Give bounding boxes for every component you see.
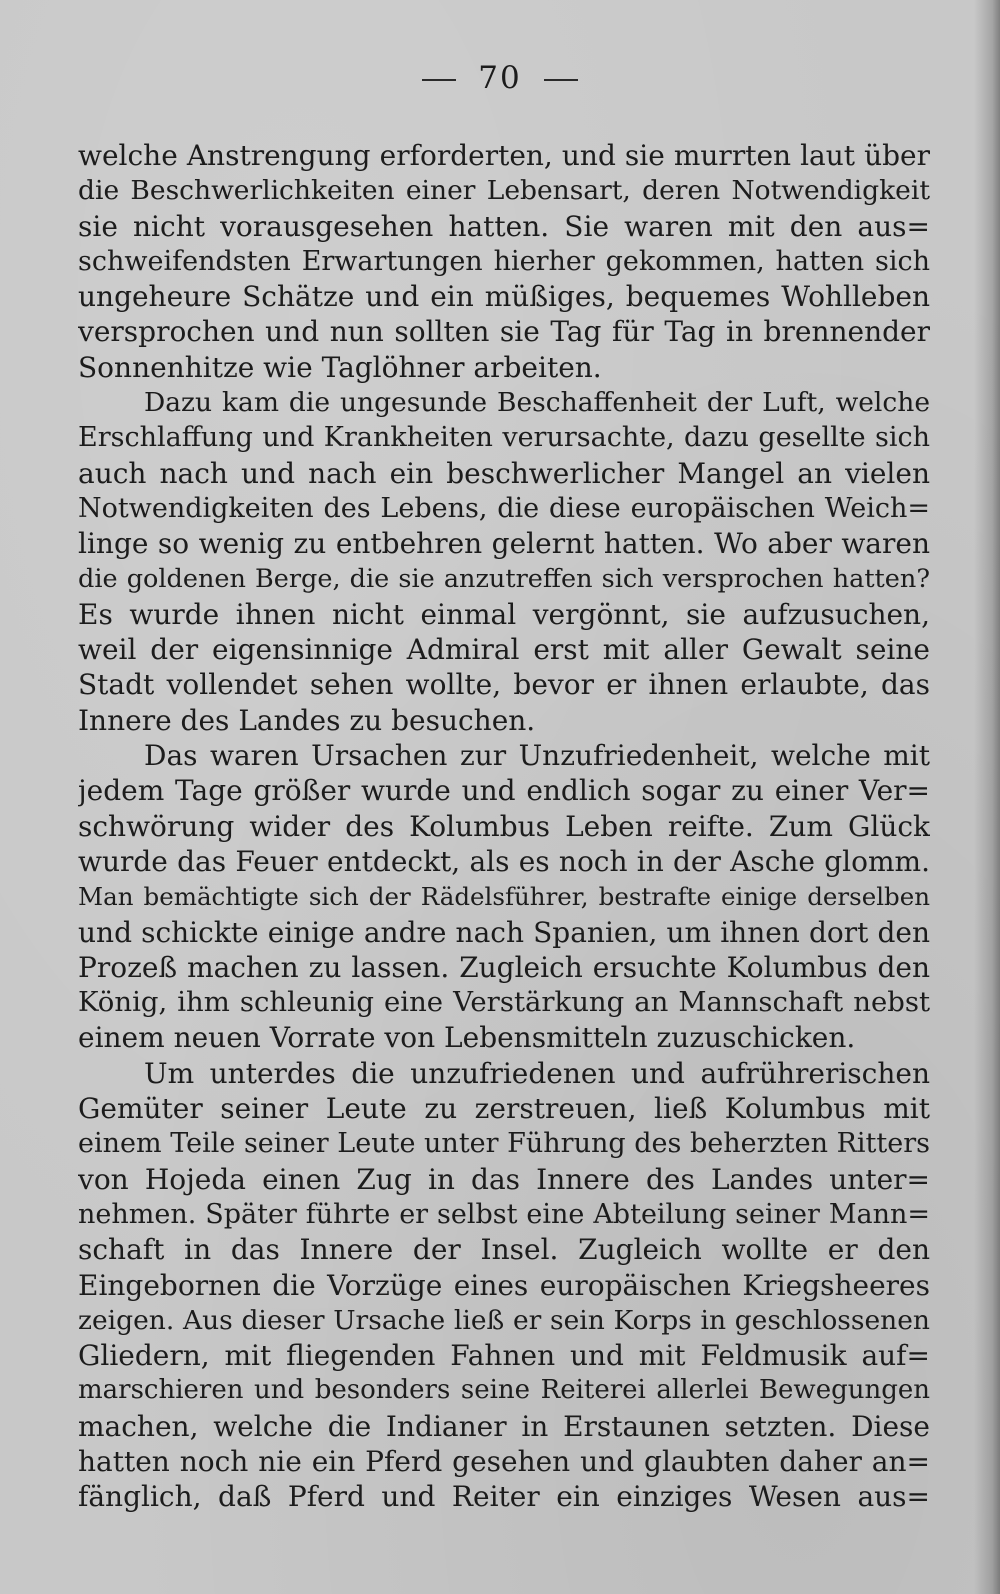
text-line: versprochen und nun sollten sie Tag für Tag in brennender (78, 315, 930, 349)
text-line: welche Anstrengung erforderten, und sie murrten laut über (78, 139, 930, 172)
text-line: fänglich, daß Pferd und Reiter ein einziges Wesen aus= (78, 1480, 930, 1514)
text-line: marschieren und besonders seine Reiterei allerlei Bewegungen (78, 1375, 930, 1406)
text-line: König, ihm schleunig eine Verstärkung an Mannschaft nebst (78, 986, 930, 1019)
page-number-header (0, 60, 1000, 96)
text-line: Dazu kam die ungesunde Beschaffenheit der Luft, welche (144, 387, 930, 419)
text-line: linge so wenig zu entbehren gelernt hatten. Wo aber waren (78, 527, 930, 561)
text-line: machen, welche die Indianer in Erstaunen setzten. Diese (78, 1409, 930, 1443)
text-line: jedem Tage größer wurde und endlich sogar zu einer Ver= (78, 774, 930, 808)
text-line: Das waren Ursachen zur Unzufriedenheit, welche mit (144, 739, 930, 773)
text-line: Gemüter seiner Leute zu zerstreuen, ließ Kolumbus mit (78, 1092, 930, 1126)
text-line: hatten noch nie ein Pferd gesehen und glaubten daher an= (78, 1444, 930, 1478)
text-line: Eingebornen die Vorzüge eines europäischen Kriegsheeres (78, 1268, 930, 1302)
text-line: einem neuen Vorrate von Lebensmitteln zuzuschicken. (78, 1021, 856, 1055)
text-line: weil der eigensinnige Admiral erst mit aller Gewalt seine (78, 633, 930, 667)
text-line: zeigen. Aus dieser Ursache ließ er sein Korps in geschlossenen (78, 1304, 930, 1336)
text-line: Sonnenhitze wie Taglöhner arbeiten. (78, 350, 602, 384)
page-number: 70 (478, 60, 522, 96)
text-line: ungeheure Schätze und ein müßiges, bequemes Wohlleben (78, 280, 930, 314)
text-line: schaft in das Innere der Insel. Zugleich wollte er den (78, 1233, 930, 1267)
body-text (78, 138, 930, 1515)
text-line: Man bemächtigte sich der Rädelsführer, bestrafte einige derselben (78, 882, 930, 912)
text-line: Um unterdes die unzufriedenen und aufrührerischen (144, 1056, 930, 1090)
text-line: von Hojeda einen Zug in das Innere des Landes unter= (78, 1162, 930, 1196)
text-line: auch nach und nach ein beschwerlicher Mangel an vielen (78, 456, 930, 490)
text-line: einem Teile seiner Leute unter Führung des beherzten Ritters (78, 1128, 930, 1160)
text-line: schweifendsten Erwartungen hierher gekommen, hatten sich (78, 245, 930, 277)
text-line: und schickte einige andre nach Spanien, um ihnen dort den (78, 915, 930, 949)
text-line: Erschlaffung und Krankheiten verursachte, dazu gesellte sich (78, 422, 930, 454)
text-line: Stadt vollendet sehen wollte, bevor er ihnen erlaubte, das (78, 668, 930, 702)
text-line: schwörung wider des Kolumbus Leben reifte. Zum Glück (78, 809, 930, 843)
text-line: Notwendigkeiten des Lebens, die diese europäischen Weich= (78, 492, 930, 524)
page-edge-shadow (974, 0, 1000, 1594)
text-line: Gliedern, mit fliegenden Fahnen und mit Feldmusik auf= (78, 1339, 930, 1373)
text-line: nehmen. Später führte er selbst eine Abteilung seiner Mann= (78, 1198, 930, 1230)
text-line: Innere des Landes zu besuchen. (78, 703, 536, 737)
text-line: Prozeß machen zu lassen. Zugleich ersuchte Kolumbus den (78, 950, 930, 984)
text-line: die goldenen Berge, die sie anzutreffen sich versprochen hatten? (78, 563, 930, 594)
header-dash-right (544, 79, 578, 81)
text-line: Es wurde ihnen nicht einmal vergönnt, sie aufzusuchen, (78, 597, 930, 631)
text-line: die Beschwerlichkeiten einer Lebensart, deren Notwendigkeit (78, 175, 930, 207)
text-line: wurde das Feuer entdeckt, als es noch in der Asche glomm. (78, 844, 930, 878)
header-dash-left (422, 79, 456, 81)
text-line: sie nicht vorausgesehen hatten. Sie waren mit den aus= (78, 209, 930, 243)
